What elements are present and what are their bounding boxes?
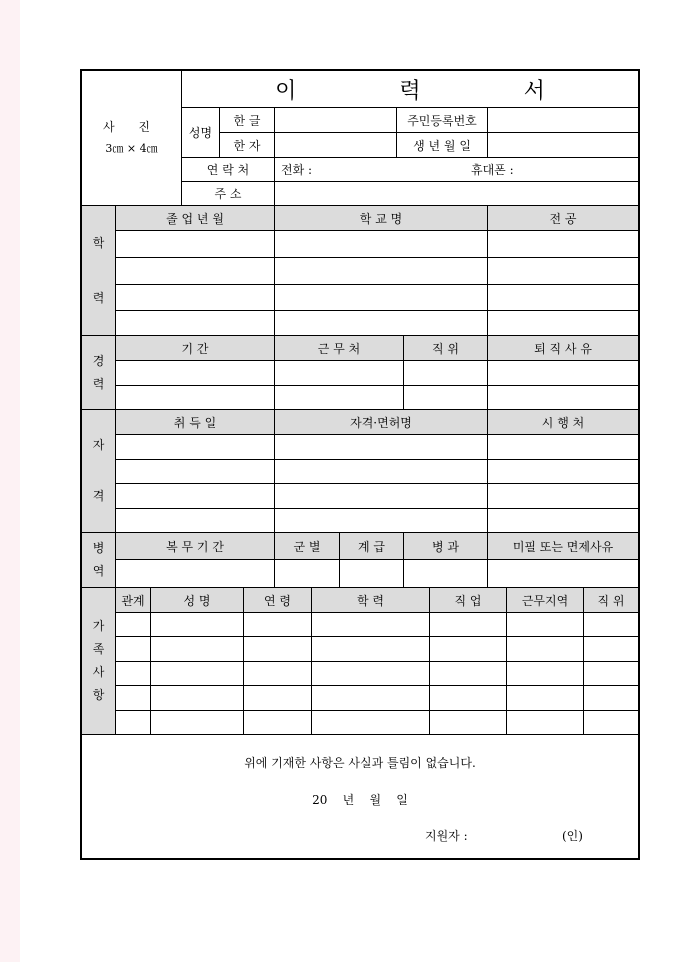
qualification-char-2: 격	[92, 489, 105, 503]
family-char-3: 사	[92, 665, 105, 679]
resident-number-label: 주민등록번호	[397, 108, 488, 133]
family-cell[interactable]	[116, 637, 151, 662]
document-page	[20, 0, 680, 962]
family-cell[interactable]	[507, 613, 584, 637]
family-cell[interactable]	[116, 686, 151, 711]
hangul-name-field[interactable]	[275, 108, 397, 133]
education-cell[interactable]	[275, 231, 488, 258]
military-header-specialty: 병 과	[404, 533, 488, 560]
qualification-char-1: 자	[92, 438, 105, 453]
family-cell[interactable]	[312, 613, 430, 637]
military-header-rank: 계 급	[340, 533, 404, 560]
military-cell[interactable]	[488, 560, 638, 588]
career-cell[interactable]	[488, 361, 638, 386]
family-cell[interactable]	[584, 662, 638, 686]
career-char-1: 경	[92, 353, 105, 368]
military-header-exemption: 미필 또는 면제사유	[488, 533, 638, 560]
contact-label: 연 락 처	[182, 158, 275, 182]
qualification-cell[interactable]	[488, 460, 638, 484]
family-cell[interactable]	[312, 711, 430, 735]
family-cell[interactable]	[151, 686, 244, 711]
qualification-cell[interactable]	[275, 460, 488, 484]
family-cell[interactable]	[312, 662, 430, 686]
qualification-cell[interactable]	[116, 435, 275, 460]
career-cell[interactable]	[275, 361, 404, 386]
mobile-label: 휴대폰 :	[471, 163, 514, 177]
address-label: 주 소	[182, 182, 275, 206]
family-header-relation: 관계	[116, 588, 151, 613]
qualification-header-issuer: 시 행 처	[488, 410, 638, 435]
education-header-school: 학 교 명	[275, 206, 488, 231]
family-cell[interactable]	[116, 613, 151, 637]
family-cell[interactable]	[507, 711, 584, 735]
career-header-period: 기 간	[116, 336, 275, 361]
career-cell[interactable]	[116, 361, 275, 386]
qualification-cell[interactable]	[275, 484, 488, 509]
education-char-1: 학	[92, 235, 105, 250]
family-cell[interactable]	[430, 637, 507, 662]
family-cell[interactable]	[116, 662, 151, 686]
qualification-cell[interactable]	[488, 435, 638, 460]
family-header-occupation: 직 업	[430, 588, 507, 613]
qualification-cell[interactable]	[116, 484, 275, 509]
education-cell[interactable]	[488, 258, 638, 285]
family-cell[interactable]	[430, 711, 507, 735]
education-cell[interactable]	[488, 285, 638, 311]
career-char-2: 력	[92, 376, 105, 391]
military-cell[interactable]	[275, 560, 340, 588]
resident-number-field[interactable]	[488, 108, 638, 133]
military-header-branch: 군 별	[275, 533, 340, 560]
family-cell[interactable]	[151, 662, 244, 686]
education-header-major: 전 공	[488, 206, 638, 231]
education-cell[interactable]	[488, 231, 638, 258]
career-cell[interactable]	[116, 386, 275, 410]
family-cell[interactable]	[116, 711, 151, 735]
family-cell[interactable]	[151, 613, 244, 637]
applicant-label: 지원자 :	[425, 829, 468, 843]
military-header-period: 복 무 기 간	[116, 533, 275, 560]
career-header-reason: 퇴 직 사 유	[488, 336, 638, 361]
family-char-2: 족	[92, 642, 105, 657]
family-cell[interactable]	[584, 637, 638, 662]
qualification-cell[interactable]	[275, 435, 488, 460]
declaration-text: 위에 기재한 사항은 사실과 틀림이 없습니다.	[244, 756, 476, 770]
career-section-label	[82, 336, 116, 410]
family-cell[interactable]	[584, 686, 638, 711]
family-cell[interactable]	[507, 637, 584, 662]
birth-field[interactable]	[488, 133, 638, 158]
family-header-education: 학 력	[312, 588, 430, 613]
career-cell[interactable]	[275, 386, 404, 410]
hanja-name-field[interactable]	[275, 133, 397, 158]
family-cell[interactable]	[312, 637, 430, 662]
photo-area	[82, 71, 182, 206]
address-field[interactable]	[275, 182, 638, 206]
education-cell[interactable]	[275, 258, 488, 285]
career-header-workplace: 근 무 처	[275, 336, 404, 361]
family-cell[interactable]	[151, 711, 244, 735]
resume-form	[80, 69, 640, 860]
family-cell[interactable]	[151, 637, 244, 662]
name-label: 성명	[182, 108, 220, 158]
military-char-1: 병	[92, 541, 105, 556]
education-cell[interactable]	[488, 311, 638, 336]
education-header-graduation: 졸 업 년 월	[116, 206, 275, 231]
education-cell[interactable]	[116, 258, 275, 285]
family-cell[interactable]	[430, 613, 507, 637]
family-cell[interactable]	[244, 711, 312, 735]
family-char-4: 항	[92, 687, 105, 702]
qualification-cell[interactable]	[488, 509, 638, 533]
qualification-header-name: 자격·면허명	[275, 410, 488, 435]
military-cell[interactable]	[116, 560, 275, 588]
mobile-field[interactable]	[465, 158, 638, 182]
military-section-label	[82, 533, 116, 588]
applicant-seal: (인)	[562, 829, 583, 843]
family-header-position: 직 위	[584, 588, 638, 613]
career-cell[interactable]	[404, 386, 488, 410]
career-header-position: 직 위	[404, 336, 488, 361]
family-cell[interactable]	[244, 662, 312, 686]
military-cell[interactable]	[404, 560, 488, 588]
family-cell[interactable]	[430, 686, 507, 711]
career-cell[interactable]	[404, 361, 488, 386]
phone-field[interactable]	[275, 158, 465, 182]
family-cell[interactable]	[244, 686, 312, 711]
family-cell[interactable]	[584, 711, 638, 735]
birth-label: 생 년 월 일	[397, 133, 488, 158]
family-cell[interactable]	[244, 637, 312, 662]
military-char-2: 역	[92, 564, 105, 578]
education-cell[interactable]	[116, 231, 275, 258]
qualification-cell[interactable]	[116, 460, 275, 484]
form-title: 이 력 서	[275, 78, 593, 104]
family-header-age: 연 령	[244, 588, 312, 613]
family-cell[interactable]	[507, 662, 584, 686]
qualification-cell[interactable]	[275, 509, 488, 533]
hangul-label: 한 글	[220, 108, 275, 133]
phone-label: 전화 :	[281, 163, 313, 177]
qualification-cell[interactable]	[488, 484, 638, 509]
education-section-label	[82, 206, 116, 336]
family-cell[interactable]	[244, 613, 312, 637]
education-char-2: 력	[92, 290, 105, 305]
hanja-label: 한 자	[220, 133, 275, 158]
family-cell[interactable]	[430, 662, 507, 686]
family-cell[interactable]	[312, 686, 430, 711]
education-cell[interactable]	[116, 311, 275, 336]
family-header-work-area: 근무지역	[507, 588, 584, 613]
family-char-1: 가	[92, 619, 105, 634]
education-cell[interactable]	[116, 285, 275, 311]
education-cell[interactable]	[275, 311, 488, 336]
qualification-header-date: 취 득 일	[116, 410, 275, 435]
family-header-name: 성 명	[151, 588, 244, 613]
qualification-cell[interactable]	[116, 509, 275, 533]
family-cell[interactable]	[584, 613, 638, 637]
family-cell[interactable]	[507, 686, 584, 711]
form-title-cell	[182, 71, 638, 108]
photo-size: 3㎝ × 4㎝	[105, 141, 158, 155]
date-line: 20 년 월 일	[312, 793, 408, 807]
photo-label: 사 진	[103, 120, 160, 135]
career-cell[interactable]	[488, 386, 638, 410]
qualification-section-label	[82, 410, 116, 533]
family-section-label	[82, 588, 116, 735]
education-cell[interactable]	[275, 285, 488, 311]
military-cell[interactable]	[340, 560, 404, 588]
